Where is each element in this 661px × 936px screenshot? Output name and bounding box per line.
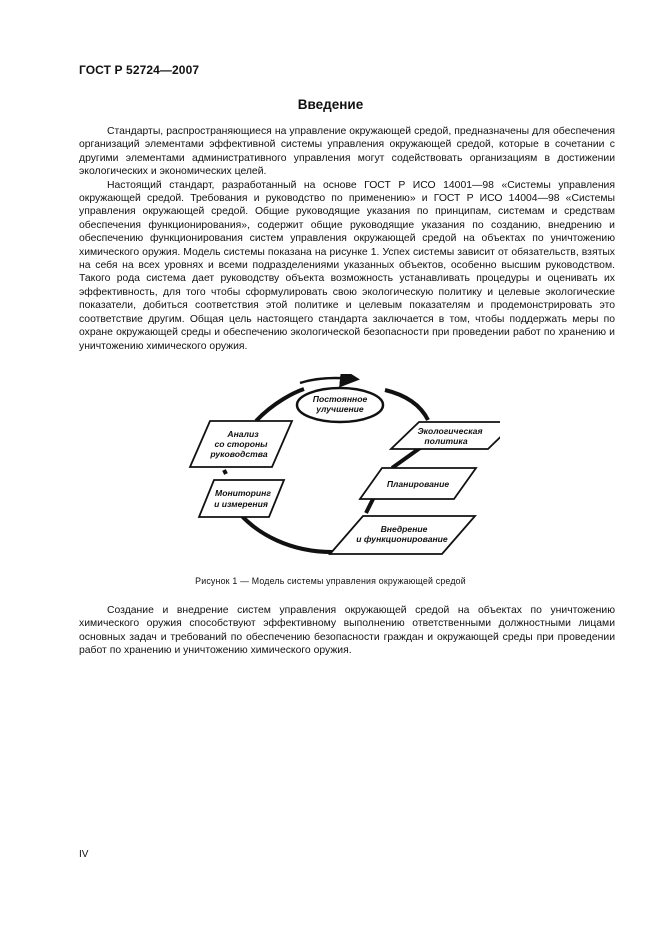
cycle-arc <box>240 514 332 552</box>
box-label: Экологическая <box>417 426 483 436</box>
cycle-arrow <box>300 378 355 383</box>
box-label: и функционирование <box>356 534 448 544</box>
cycle-arc <box>392 448 420 468</box>
figure-model-diagram <box>170 374 500 559</box>
section-title: Введение <box>297 97 364 112</box>
box-label: Внедрение <box>380 524 428 534</box>
box-label: Планирование <box>386 479 450 489</box>
cycle-arc <box>224 470 226 474</box>
document-code: ГОСТ Р 52724—2007 <box>79 63 200 77</box>
cycle-arc <box>385 390 428 420</box>
page-number: IV <box>79 849 89 860</box>
paragraph: Создание и внедрение систем управления окружающей средой на объектах по уничтожению химического оружия способствуют эффективному выполнению ответственными должностными лицами основных задач и требований по обеспечению безопасности граждан и окружающей среды при проведении работ по хранению и уничтожению химического оружия. <box>79 605 615 657</box>
box-label: политика <box>424 436 468 446</box>
center-label: улучшение <box>316 404 364 414</box>
box-label: со стороны <box>214 439 268 449</box>
figure-caption: Рисунок 1 — Модель системы управления окружающей средой <box>195 576 466 586</box>
box-label: руководства <box>210 449 268 459</box>
intro-text-top <box>79 125 615 353</box>
paragraph: Настоящий стандарт, разработанный на основе ГОСТ Р ИСО 14001—98 «Системы управления окружающей средой. Требования и руководство по применению» и ГОСТ Р ИСО 14004—98 «Системы управления окружающей средой. Общие руководящие указания по принципам, системам и средствам обеспечения функционирования», содержит общие руководящие указания по созданию, внедрению и обеспечению функционирования систем управления окружающей средой на объектах по уничтожению химического оружия. Модель системы показана на рисунке 1. Успех системы зависит от обязательств, взятых на себя на всех уровнях и всеми подразделениями указанных объектов, особенно высшим руководством. Такого рода система дает руководству объекта возможность устанавливать процедуры и оценивать их эффективность, для того чтобы сформулировать свою экологическую политику и целевые экологические показатели, добиться соответствия этой политике и целевым показателям и продемонстрировать это соответствие другим. Общая цель настоящего стандарта заключается в том, чтобы поддержать меры по охране окружающей среды и обеспечению экологической безопасности при проведении работ по хранению и уничтожению химического оружия. <box>79 179 615 352</box>
model-diagram-svg <box>170 374 500 559</box>
paragraph: Стандарты, распространяющиеся на управление окружающей средой, предназначены для обеспечения организаций элементами эффективной системы управления окружающей средой, которые в сочетании с другими элементами административного управления могут содействовать организациям в достижении экологических и экономических целей. <box>79 126 615 178</box>
center-label: Постоянное <box>312 394 368 404</box>
intro-text-bottom <box>79 604 615 658</box>
box-label: и измерения <box>214 499 268 509</box>
box-label: Мониторинг <box>215 488 271 498</box>
box-label: Анализ <box>227 429 259 439</box>
